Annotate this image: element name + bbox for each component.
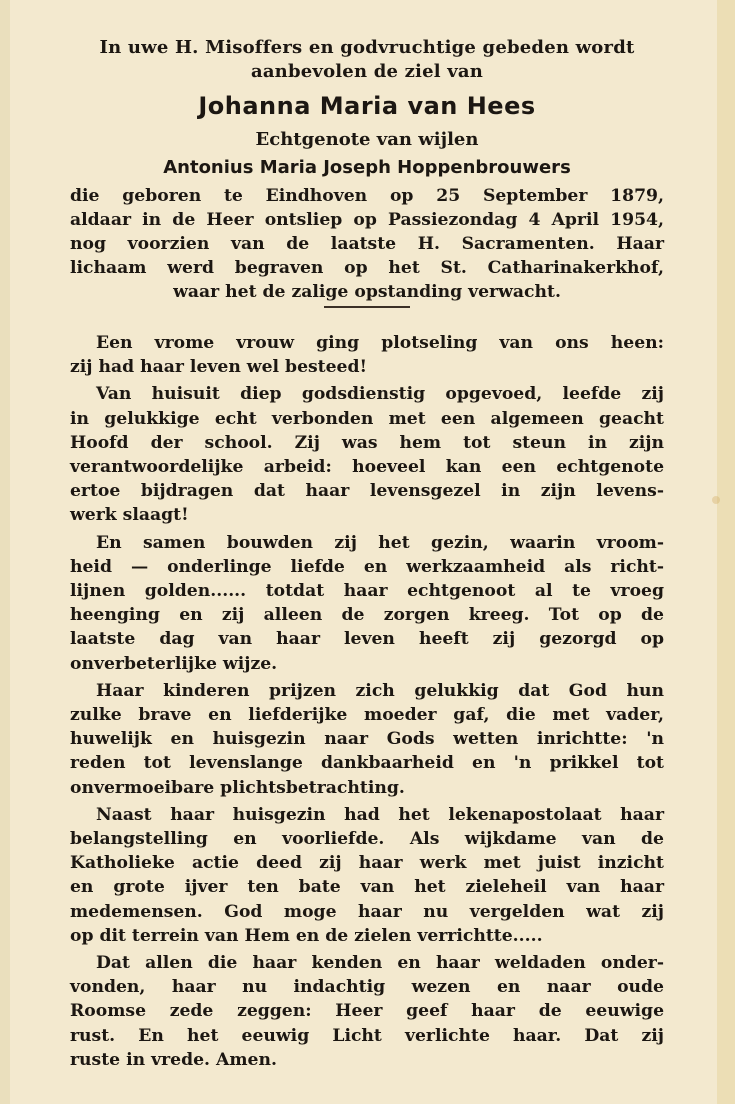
text-line: rust. En het eeuwig Licht verlichte haar. Dat zij: [70, 1025, 664, 1046]
text-line: medemensen. God moge haar nu vergelden wat zij: [70, 901, 664, 922]
text-line: Hoofd der school. Zij was hem tot steun in zijn: [70, 432, 664, 453]
text-line: ruste in vrede. Amen.: [70, 1049, 277, 1070]
text-line: huwelijk en huisgezin naar Gods wetten inrichtte: 'n: [70, 729, 664, 750]
text-line: laatste dag van haar leven heeft zij gezorgd op: [70, 629, 664, 650]
text-line: belangstelling en voorliefde. Als wijkdame van de: [70, 829, 664, 850]
text-line: Katholieke actie deed zij haar werk met juist inzicht: [70, 853, 664, 874]
text-line: Haar kinderen prijzen zich gelukkig dat God hun: [96, 680, 664, 701]
paragraph: [70, 679, 664, 800]
text-line: zulke brave en liefderijke moeder gaf, die met vader,: [70, 705, 664, 726]
bio-line: nog voorzien van de laatste H. Sacramenten. Haar: [70, 234, 664, 254]
text-line: onverbeterlijke wijze.: [70, 653, 278, 674]
paragraph: [70, 951, 664, 1072]
bio-line: die geboren te Eindhoven op 25 September 1879,: [70, 186, 664, 206]
text-line: verantwoordelijke arbeid: hoeveel kan een echtgenote: [70, 457, 664, 478]
paragraph: [70, 331, 664, 379]
text-line: ertoe bijdragen dat haar levensgezel in zijn levens-: [70, 481, 664, 502]
intro-line: aanbevolen de ziel van: [250, 61, 484, 82]
deceased-name: Johanna Maria van Hees: [198, 92, 536, 120]
text-line: En samen bouwden zij het gezin, waarin vroom-: [96, 532, 664, 553]
text-line: werk slaagt!: [70, 505, 189, 526]
text-line: lijnen golden...... totdat haar echtgenoot al te vroeg: [70, 581, 664, 602]
text-line: reden tot levenslange dankbaarheid en 'n prikkel tot: [70, 753, 664, 774]
text-line: heid — onderlinge liefde en werkzaamheid als richt-: [70, 556, 664, 577]
paragraph: [70, 531, 664, 676]
text-line: vonden, haar nu indachtig wezen en naar oude: [70, 977, 664, 998]
card-content: [70, 36, 664, 1075]
spouse-label: Echtgenote van wijlen: [255, 129, 479, 150]
text-line: Een vrome vrouw ging plotseling van ons heen:: [96, 333, 664, 353]
bio-line: lichaam werd begraven op het St. Catharinakerkhof,: [70, 258, 664, 278]
card-edge-left: [0, 0, 10, 1104]
biography: [70, 184, 664, 304]
text-line: heenging en zij alleen de zorgen kreeg. Tot op de: [70, 605, 664, 626]
paragraph: [70, 382, 664, 527]
text-line: in gelukkige echt verbonden met een algemeen geacht: [70, 408, 664, 429]
text-line: en grote ijver ten bate van het zieleheil van haar: [70, 877, 664, 898]
bio-line: waar het de zalige opstanding verwacht.: [173, 282, 561, 302]
card-edge-right: [717, 0, 735, 1104]
bio-line: aldaar in de Heer ontsliep op Passiezondag 4 April 1954,: [70, 210, 664, 230]
text-line: onvermoeibare plichtsbetrachting.: [70, 777, 405, 798]
intro-line: In uwe H. Misoffers en godvruchtige gebeden wordt: [99, 37, 635, 58]
text-line: op dit terrein van Hem en de zielen verrichtte.....: [70, 925, 543, 946]
spouse-name: Antonius Maria Joseph Hoppenbrouwers: [163, 157, 571, 178]
text-line: Naast haar huisgezin had het lekenapostolaat haar: [96, 804, 664, 825]
intro-text: [70, 36, 664, 84]
paragraph: [70, 803, 664, 948]
text-line: Van huisuit diep godsdienstig opgevoed, leefde zij: [96, 384, 664, 405]
eulogy-text: [70, 331, 664, 1072]
text-line: Dat allen die haar kenden en haar weldaden onder-: [96, 953, 664, 974]
text-line: Roomse zede zeggen: Heer geef haar de eeuwige: [70, 1001, 664, 1022]
divider-rule: [324, 306, 410, 308]
text-line: zij had haar leven wel besteed!: [70, 357, 368, 378]
paper-stain: [712, 496, 720, 504]
